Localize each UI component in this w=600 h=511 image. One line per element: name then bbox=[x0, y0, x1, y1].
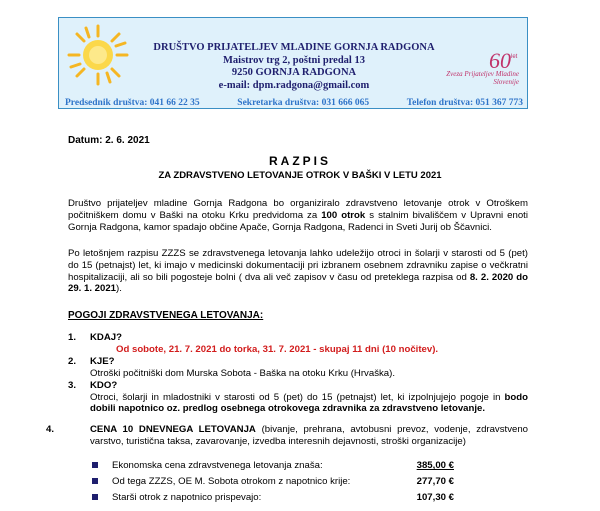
when-value: Od sobote, 21. 7. 2021 do torka, 31. 7. 2021 - skupaj 11 dni (10 nočitev). bbox=[116, 343, 439, 355]
phone-president: Predsednik društva: 041 66 22 35 bbox=[65, 98, 200, 108]
condition-price: 4. CENA 10 DNEVNEGA LETOVANJA (bivanje, prehrana, avtobusni prevoz, vodenje, zdravstveno varstvo, turistična taksa, zavarovanje, izvedba interesnih dejavnosti, stroški organizacije) bbox=[46, 424, 528, 447]
bullet-icon bbox=[92, 478, 98, 484]
org-email[interactable]: e-mail: dpm.radgona@gmail.com bbox=[218, 79, 370, 91]
paragraph-intro: Društvo prijateljev mladine Gornja Radgona bo organiziralo zdravstveno letovanje otrok v Otroškem počitniškem domu v Baški na otoku Krku predvidoma za 100 otrok s stalnim bivališčem v Upravni enoti Gornja Radgona, kamor spadajo občine Apače, Gornja Radgona, Radenci in Sveti Jurij ob Ščavnici. bbox=[68, 198, 528, 233]
sun-logo-icon bbox=[67, 24, 129, 86]
who-value: Otroci, šolarji in mladostniki v starosti od 5 (pet) do 15 (petnajst) let, ki izpolnjujejo pogoje in bodo dobili napotnico oz. predlog osebnega otrokovega zdravnika za zdravstveno letovanje. bbox=[90, 391, 528, 415]
zpm-60-logo bbox=[439, 46, 519, 96]
logo-text: Zveza Prijateljev Mladine Slovenije bbox=[446, 70, 519, 86]
condition-where: 2. KJE? Otroški počitniški dom Murska Sobota - Baška na otoku Krku (Hrvaška). bbox=[68, 356, 528, 379]
document-date: Datum: 2. 6. 2021 bbox=[68, 135, 150, 146]
org-name: DRUŠTVO PRIJATELJEV MLADINE GORNJA RADGONA bbox=[153, 42, 435, 53]
paragraph-eligibility: Po letošnjem razpisu ZZZS se zdravstvenega letovanja lahko udeležijo otroci in šolarji v starosti od 5 (pet) do 15 (petnajst) let, ki imajo v medicinski dokumentaciji pri izbranem osebnem zdravniku zapise o večkratni hospitalizaciji, ali so bili pogosteje bolni ( dva ali več zapisov v času od preteklega razpisa od 8. 2. 2020 do 29. 1. 2021). bbox=[68, 248, 528, 295]
where-value: Otroški počitniški dom Murska Sobota - Baška na otoku Krku (Hrvaška). bbox=[90, 367, 395, 379]
org-city: 9250 GORNJA RADGONA bbox=[231, 67, 357, 78]
bullet-icon bbox=[92, 494, 98, 500]
price-economic: Ekonomska cena zdravstvenega letovanja znaša: 385,00 € bbox=[92, 460, 454, 471]
bullet-icon bbox=[92, 462, 98, 468]
price-zzzs: Od tega ZZZS, OE M. Sobota otrokom z napotnico krije: 277,70 € bbox=[92, 476, 454, 487]
org-address: Maistrov trg 2, poštni predal 13 bbox=[223, 54, 365, 66]
contact-phones bbox=[61, 98, 527, 108]
phone-society: Telefon društva: 051 367 773 bbox=[406, 98, 523, 108]
logo-suffix: let bbox=[511, 54, 518, 60]
logo-number: 60 bbox=[489, 48, 511, 73]
document-title: RAZPIS bbox=[268, 154, 331, 168]
conditions-heading: POGOJI ZDRAVSTVENEGA LETOVANJA: bbox=[68, 310, 264, 321]
letterhead bbox=[58, 17, 528, 109]
condition-when: 1. KDAJ? Od sobote, 21. 7. 2021 do torka, 31. 7. 2021 - skupaj 11 dni (10 nočitev). bbox=[68, 332, 528, 355]
price-parents: Starši otrok z napotnico prispevajo: 107,30 € bbox=[92, 492, 454, 503]
phone-secretary: Sekretarka društva: 031 666 065 bbox=[237, 98, 370, 108]
condition-who: 3. KDO? Otroci, šolarji in mladostniki v starosti od 5 (pet) do 15 (petnajst) let, ki izpolnjujejo pogoje in bodo dobili napotnico oz. predlog osebnega otrokovega zdravnika za zdravstveno letovanje. bbox=[68, 380, 528, 415]
document-subtitle: ZA ZDRAVSTVENO LETOVANJE OTROK V BAŠKI V LETU 2021 bbox=[158, 170, 442, 181]
organization-info bbox=[149, 42, 439, 92]
